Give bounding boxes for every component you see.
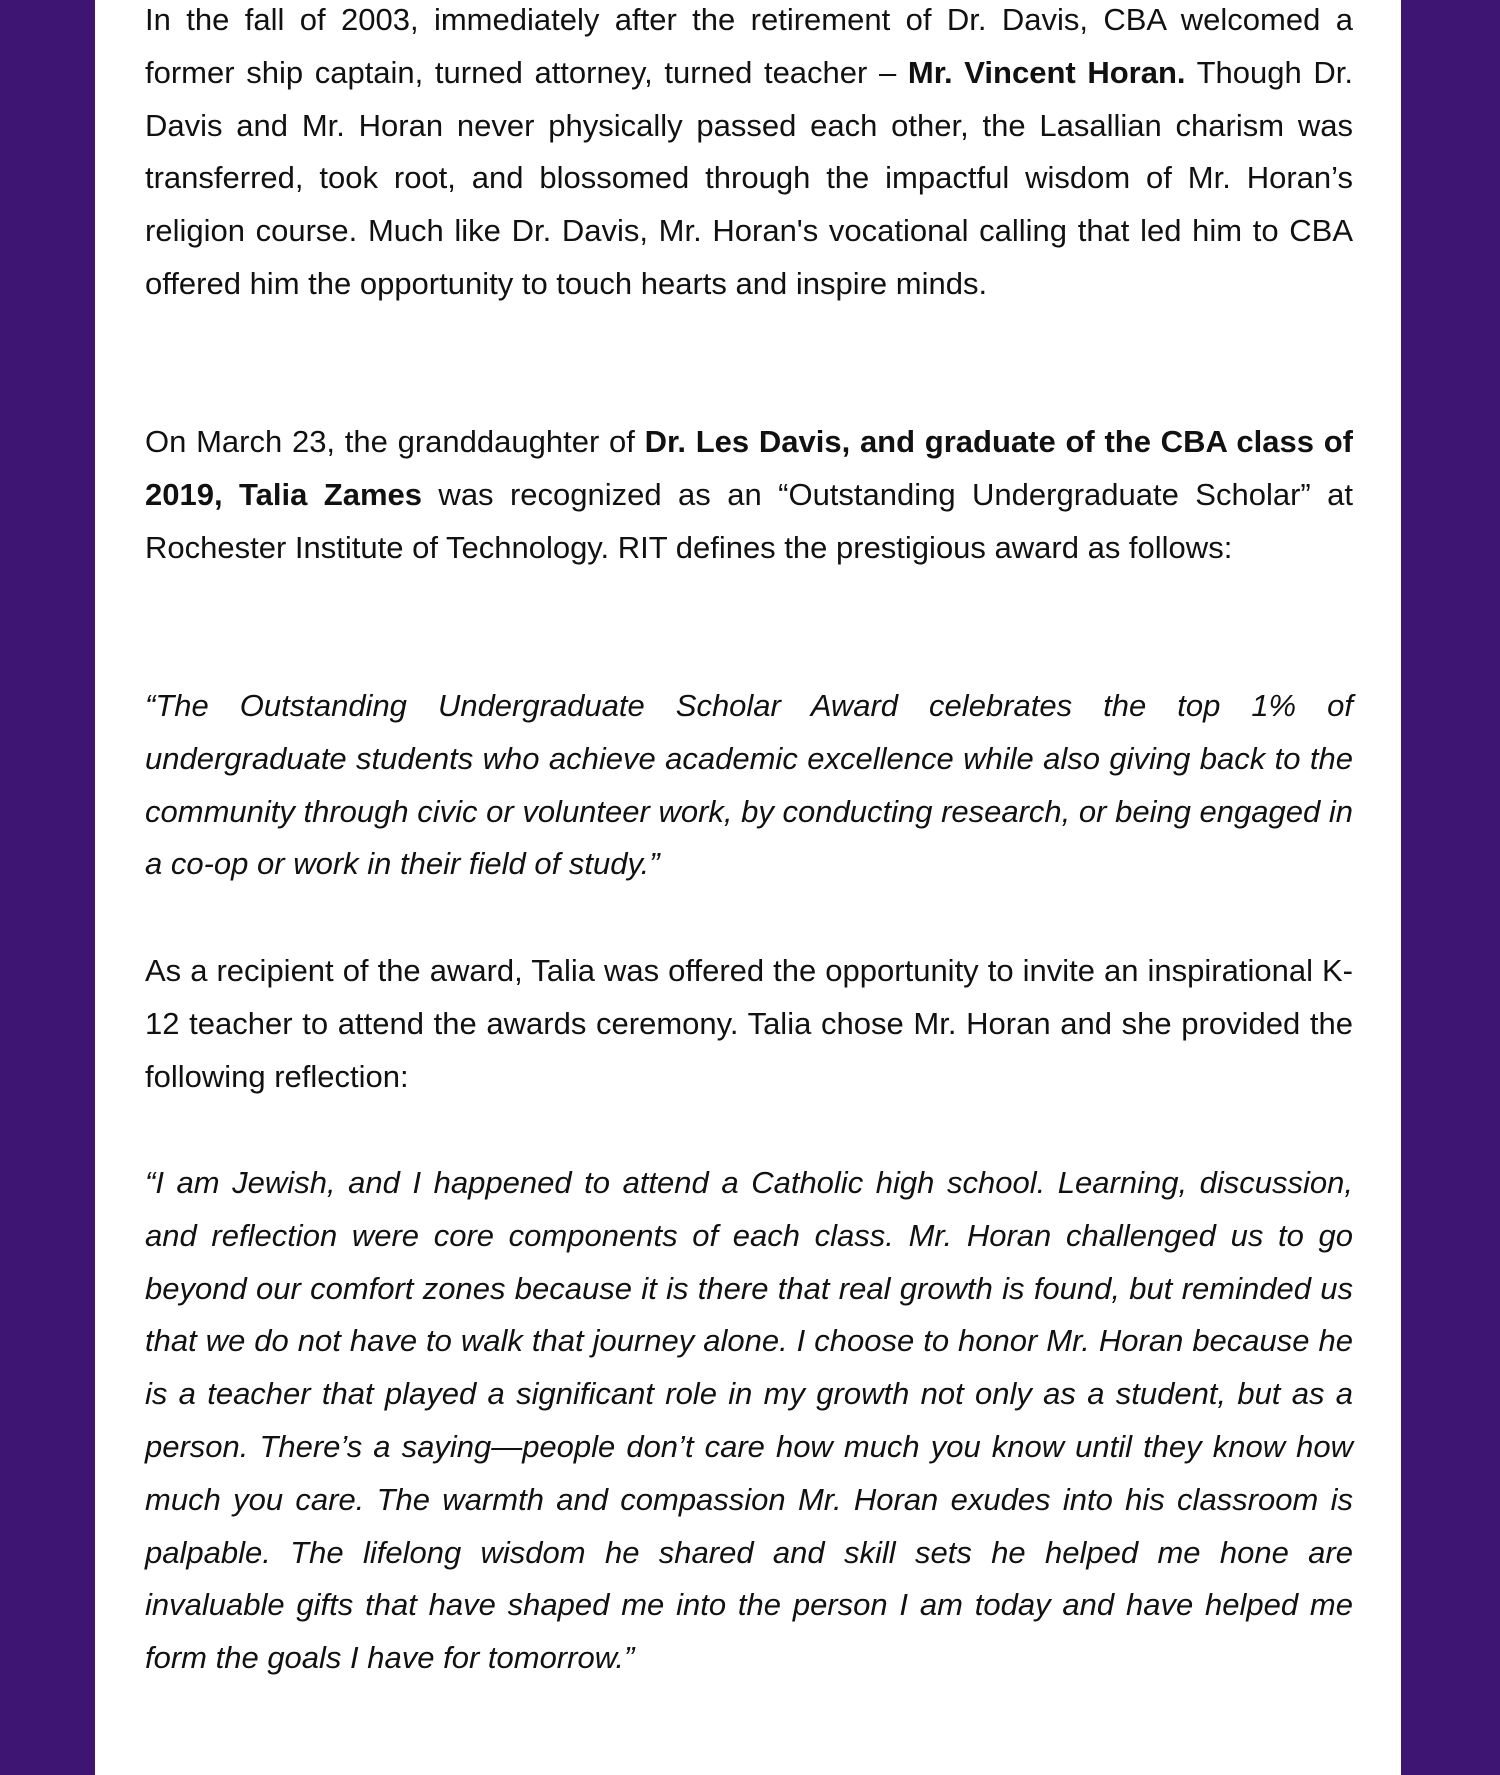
paragraph-text: Though Dr. Davis and Mr. Horan never physically passed each other, the Lasallian charism was transferred, took root, and blossomed through the impactful wisdom of Mr. Horan’s religion course. Much like Dr. Davis, Mr. Horan's vocational calling that led him to CBA offered him the opportunity to touch hearts and inspire minds. (145, 54, 1353, 301)
bold-name-talia: Dr. Les Davis, and graduate of the CBA class of 2019, Talia Zames (145, 424, 1353, 512)
quote-award-definition: “The Outstanding Undergraduate Scholar Award celebrates the top 1% of undergraduate students who achieve academic excellence while also giving back to the community through civic or volunteer work, by conducting research, or being engaged in a co-op or work in their field of study.” (145, 688, 1353, 882)
paragraph-teacher-invite: As a recipient of the award, Talia was offered the opportunity to invite an inspirational K-12 teacher to attend the awards ceremony. Talia chose Mr. Horan and she provided the following reflection: (145, 953, 1353, 1094)
bold-name-horan: Mr. Vincent Horan. (907, 54, 1186, 90)
paragraph-horan-arrival (145, 0, 1353, 311)
paragraph-text: On March 23, the granddaughter of (145, 424, 645, 459)
paragraph-text: In the fall of 2003, immediately after the retirement of Dr. Davis, CBA welcomed a former ship captain, turned attorney, turned teacher – (145, 2, 1353, 90)
quote-talia-reflection: “I am Jewish, and I happened to attend a Catholic high school. Learning, discussion, and reflection were core components of each class. Mr. Horan challenged us to go beyond our comfort zones because it is there that real growth is found, but reminded us that we do not have to walk that journey alone. I choose to honor Mr. Horan because he is a teacher that played a significant role in my growth not only as a student, but as a person. There’s a saying—people don’t care how much you know until they know how much you care. The warmth and compassion Mr. Horan exudes into his classroom is palpable. The lifelong wisdom he shared and skill sets he helped me hone are invaluable gifts that have shaped me into the person I am today and have helped me form the goals I have for tomorrow.” (145, 1165, 1353, 1676)
document-page (95, 0, 1401, 1775)
paragraph-text: was recognized as an “Outstanding Undergraduate Scholar” at Rochester Institute of Technology. RIT defines the prestigious award as follows: (145, 476, 1353, 565)
paragraph-talia-award (145, 416, 1353, 574)
